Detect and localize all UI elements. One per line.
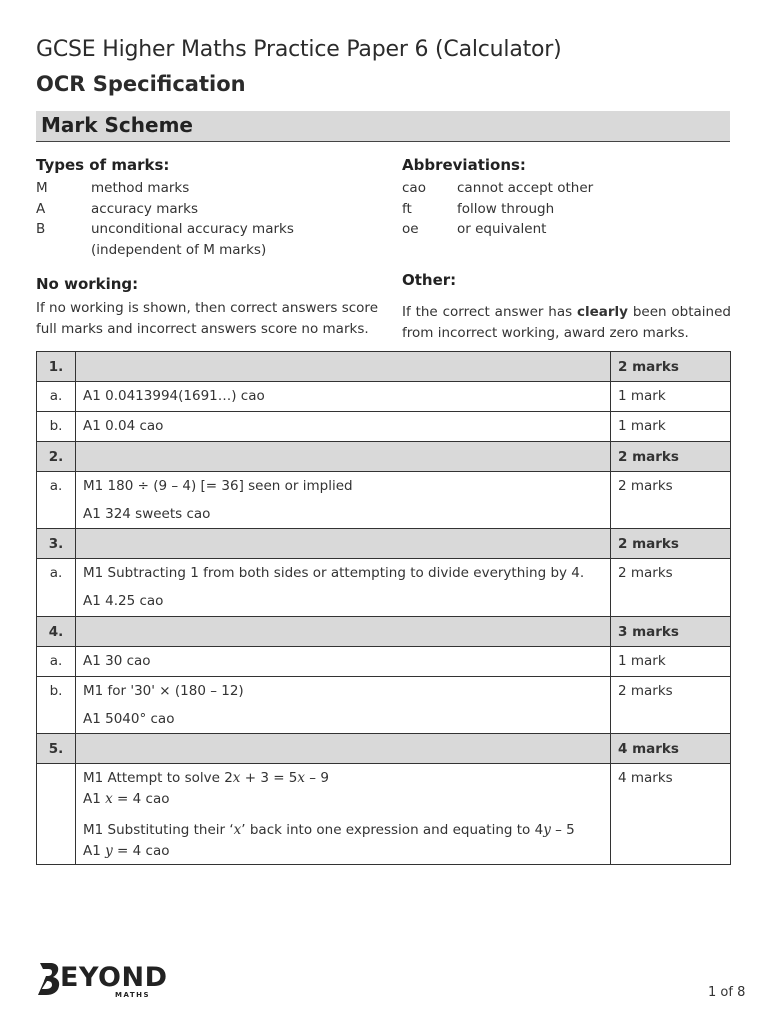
part-answer [76, 472, 611, 529]
answer-text: A1 [83, 791, 106, 807]
math-variable: x [297, 770, 306, 786]
answer-text: = 4 cao [112, 843, 170, 859]
types-of-marks-heading: Types of marks: [36, 156, 170, 174]
part-marks: 1 mark [611, 647, 731, 677]
list-item [36, 221, 356, 242]
question-blank [76, 617, 611, 647]
part-answer [76, 677, 611, 734]
section-title: Mark Scheme [41, 113, 193, 137]
part-answer [76, 647, 611, 677]
answer-line: A1 30 cao [83, 653, 151, 669]
question-blank [76, 352, 611, 382]
table-row [37, 382, 731, 412]
abbr-desc: follow through [457, 200, 555, 217]
question-total-marks: 2 marks [611, 529, 731, 559]
part-label: b. [37, 412, 76, 442]
question-number: 4. [37, 617, 76, 647]
page-number: 1 of 8 [708, 985, 746, 1000]
part-answer [76, 382, 611, 412]
other-text [402, 302, 731, 343]
part-answer [76, 412, 611, 442]
list-item [402, 201, 730, 222]
answer-text: – 5 [550, 822, 575, 838]
abbr-desc: cannot accept other [457, 180, 594, 196]
part-marks: 2 marks [611, 472, 731, 529]
question-header-row [37, 529, 731, 559]
other-text-emphasis: clearly [577, 304, 628, 320]
table-row [37, 559, 731, 617]
logo-subtext: MATHS [115, 991, 151, 999]
question-blank [76, 442, 611, 472]
answer-text: A1 [83, 843, 106, 859]
part-answer [76, 764, 611, 865]
part-label: a. [37, 472, 76, 529]
table-row [37, 412, 731, 442]
abbr-code: ft [402, 200, 412, 217]
question-total-marks: 2 marks [611, 442, 731, 472]
math-variable: x [233, 822, 242, 838]
answer-line [83, 843, 610, 860]
mark-scheme-table [36, 351, 731, 865]
answer-text: M1 Attempt to solve 2 [83, 770, 233, 786]
part-marks: 1 mark [611, 382, 731, 412]
mark-desc: method marks [91, 180, 190, 196]
question-blank [76, 734, 611, 764]
question-blank [76, 529, 611, 559]
mark-code: M [36, 180, 48, 196]
list-item [36, 201, 356, 222]
part-label: b. [37, 677, 76, 734]
question-header-row [37, 734, 731, 764]
other-heading: Other: [402, 271, 457, 289]
answer-line: M1 for '30' × (180 – 12) [83, 683, 244, 699]
table-row [37, 647, 731, 677]
list-item [402, 221, 730, 242]
list-item [36, 180, 356, 201]
mark-desc: accuracy marks [91, 200, 199, 217]
answer-line: A1 5040° cao [83, 711, 175, 727]
question-number: 1. [37, 352, 76, 382]
math-variable: x [105, 791, 113, 807]
other-text-start: If the correct answer has [402, 304, 577, 320]
page-title: GCSE Higher Maths Practice Paper 6 (Calculator) [36, 37, 562, 62]
question-total-marks: 2 marks [611, 352, 731, 382]
page-subtitle: OCR Specification [36, 72, 246, 96]
part-marks: 1 mark [611, 412, 731, 442]
no-working-text: If no working is shown, then correct answers score full marks and incorrect answers score no marks. [36, 300, 378, 337]
answer-text: + 3 = 5 [240, 770, 298, 786]
beyond-maths-logo [37, 962, 177, 1002]
math-variable: x [232, 770, 241, 786]
answer-line: A1 4.25 cao [83, 593, 164, 609]
part-label: a. [37, 559, 76, 617]
part-label [37, 764, 76, 865]
answer-line [83, 791, 610, 808]
other-text-end: been obtained from incorrect working, award zero marks. [402, 304, 731, 341]
abbreviations-heading: Abbreviations: [402, 156, 526, 174]
question-number: 3. [37, 529, 76, 559]
question-header-row [37, 442, 731, 472]
answer-line: A1 0.04 cao [83, 418, 164, 434]
logo-b-mark [37, 962, 61, 996]
answer-line: M1 180 ÷ (9 – 4) [= 36] seen or implied [83, 478, 353, 494]
abbr-code: oe [402, 221, 419, 238]
answer-line: A1 324 sweets cao [83, 506, 211, 522]
list-item [36, 242, 356, 263]
math-variable: y [543, 822, 551, 838]
answer-line: A1 0.0413994(1691…) cao [83, 388, 265, 404]
logo-wordmark: EYOND [60, 962, 168, 993]
table-row [37, 677, 731, 734]
answer-text: M1 Substituting their ‘ [83, 822, 234, 838]
abbr-desc: or equivalent [457, 221, 547, 238]
part-marks: 2 marks [611, 559, 731, 617]
part-marks: 2 marks [611, 677, 731, 734]
answer-line: M1 Subtracting 1 from both sides or attempting to divide everything by 4. [83, 565, 585, 581]
part-answer [76, 559, 611, 617]
question-header-row [37, 617, 731, 647]
mark-code: B [36, 221, 46, 238]
part-marks: 4 marks [611, 764, 731, 865]
mark-code: A [36, 200, 46, 217]
mark-desc: unconditional accuracy marks [91, 221, 294, 238]
answer-text: ’ back into one expression and equating to 4 [241, 822, 544, 838]
math-variable: y [105, 843, 113, 859]
answer-line [83, 822, 610, 839]
question-header-row [37, 352, 731, 382]
types-of-marks-list [36, 180, 356, 262]
section-header [36, 111, 730, 142]
mark-desc: (independent of M marks) [91, 241, 267, 258]
question-total-marks: 4 marks [611, 734, 731, 764]
question-number: 2. [37, 442, 76, 472]
part-label: a. [37, 382, 76, 412]
answer-text: = 4 cao [112, 791, 170, 807]
part-label: a. [37, 647, 76, 677]
table-row [37, 764, 731, 865]
abbr-code: cao [402, 180, 426, 196]
question-number: 5. [37, 734, 76, 764]
question-total-marks: 3 marks [611, 617, 731, 647]
table-row [37, 472, 731, 529]
no-working-heading: No working: [36, 275, 139, 293]
answer-line [83, 770, 610, 787]
list-item [402, 180, 730, 201]
answer-text: – 9 [305, 770, 329, 786]
abbreviations-list [402, 180, 730, 242]
